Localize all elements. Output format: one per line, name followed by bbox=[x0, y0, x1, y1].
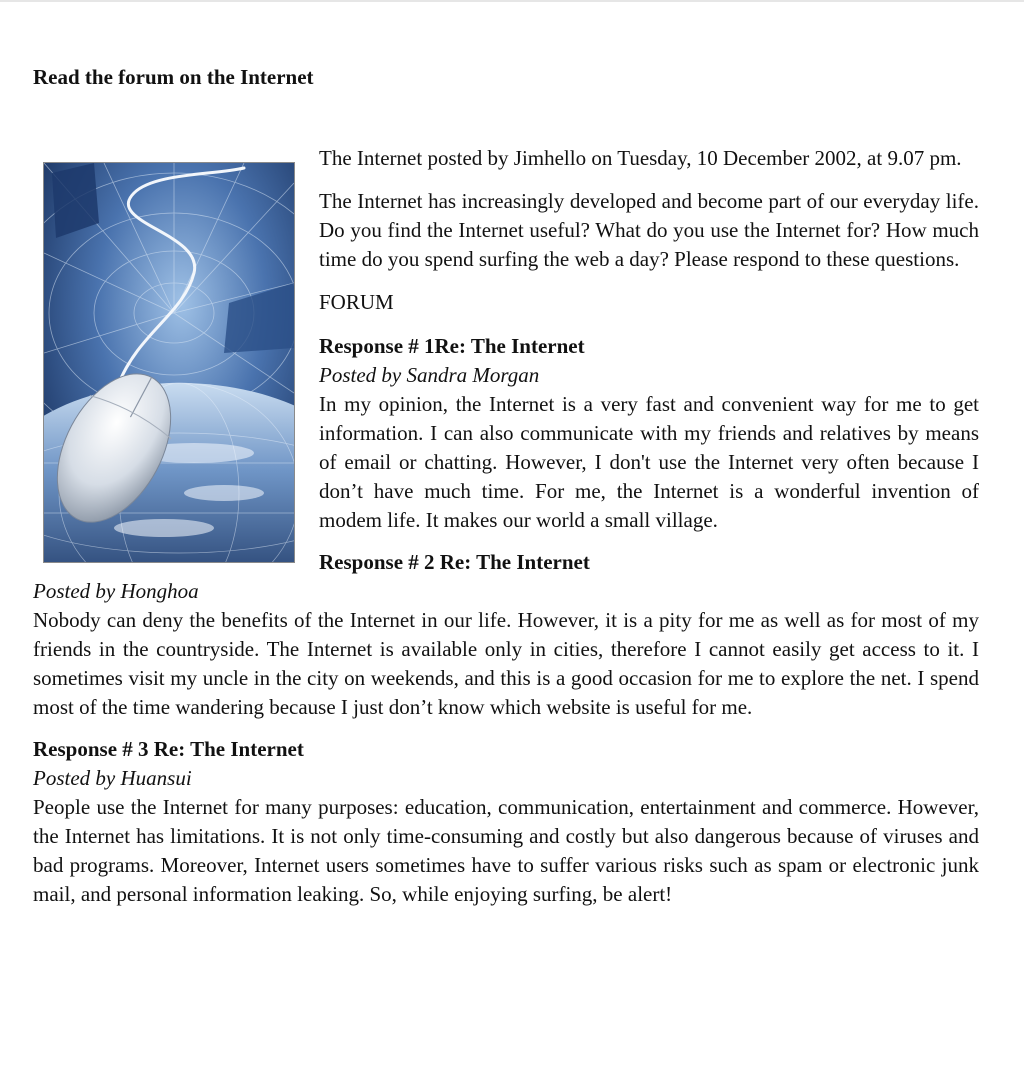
computer-mouse-globe-image bbox=[44, 163, 294, 562]
forum-label: FORUM bbox=[319, 290, 394, 314]
response-title: Response # 1Re: The Internet bbox=[319, 334, 585, 358]
response-body: People use the Internet for many purposes: education, communication, entertainment and commerce. However, the Internet has limitations. It is not only time-consuming and costly but also dangerous because of viruses and bad programs. Moreover, Internet users sometimes have to suffer various risks such as spam or electronic junk mail, and personal information leaking. So, while enjoying surfing, be alert! bbox=[33, 795, 979, 906]
post-header: The Internet posted by Jimhello on Tuesday, 10 December 2002, at 9.07 pm. bbox=[319, 146, 962, 170]
response-author: Posted by Honghoa bbox=[33, 579, 199, 603]
response-author: Posted by Sandra Morgan bbox=[319, 363, 540, 387]
response-author: Posted by Huansui bbox=[33, 766, 192, 790]
response-title: Response # 3 Re: The Internet bbox=[33, 737, 304, 761]
post-body: The Internet has increasingly developed and become part of our everyday life. Do you find the Internet useful? What do you use the Internet for? How much time do you spend surfing the web a day? Please respond to these questions. bbox=[319, 189, 979, 271]
internet-mouse-illustration bbox=[43, 162, 295, 563]
top-border-line bbox=[0, 0, 1024, 2]
response-body: Nobody can deny the benefits of the Internet in our life. However, it is a pity for me as well as for most of my friends in the countryside. The Internet is available only in cities, therefore I cannot easily get access to it. I sometimes visit my uncle in the city on weekends, and this is a good occasion for me to explore the net. I spend most of the time wandering because I just don’t know which website is useful for me. bbox=[33, 608, 979, 719]
response-title: Response # 2 Re: The Internet bbox=[319, 550, 590, 574]
page-heading: Read the forum on the Internet bbox=[33, 65, 314, 89]
response-3 bbox=[33, 735, 979, 909]
response-body: In my opinion, the Internet is a very fast and convenient way for me to get information. I can also communicate with my friends and relatives by means of email or chatting. However, I don't use the Internet very often because I don’t have much time. For me, the Internet is a wonderful invention of modem life. It makes our world a small village. bbox=[319, 392, 979, 532]
response-2 bbox=[33, 548, 979, 722]
document-page bbox=[33, 62, 979, 922]
